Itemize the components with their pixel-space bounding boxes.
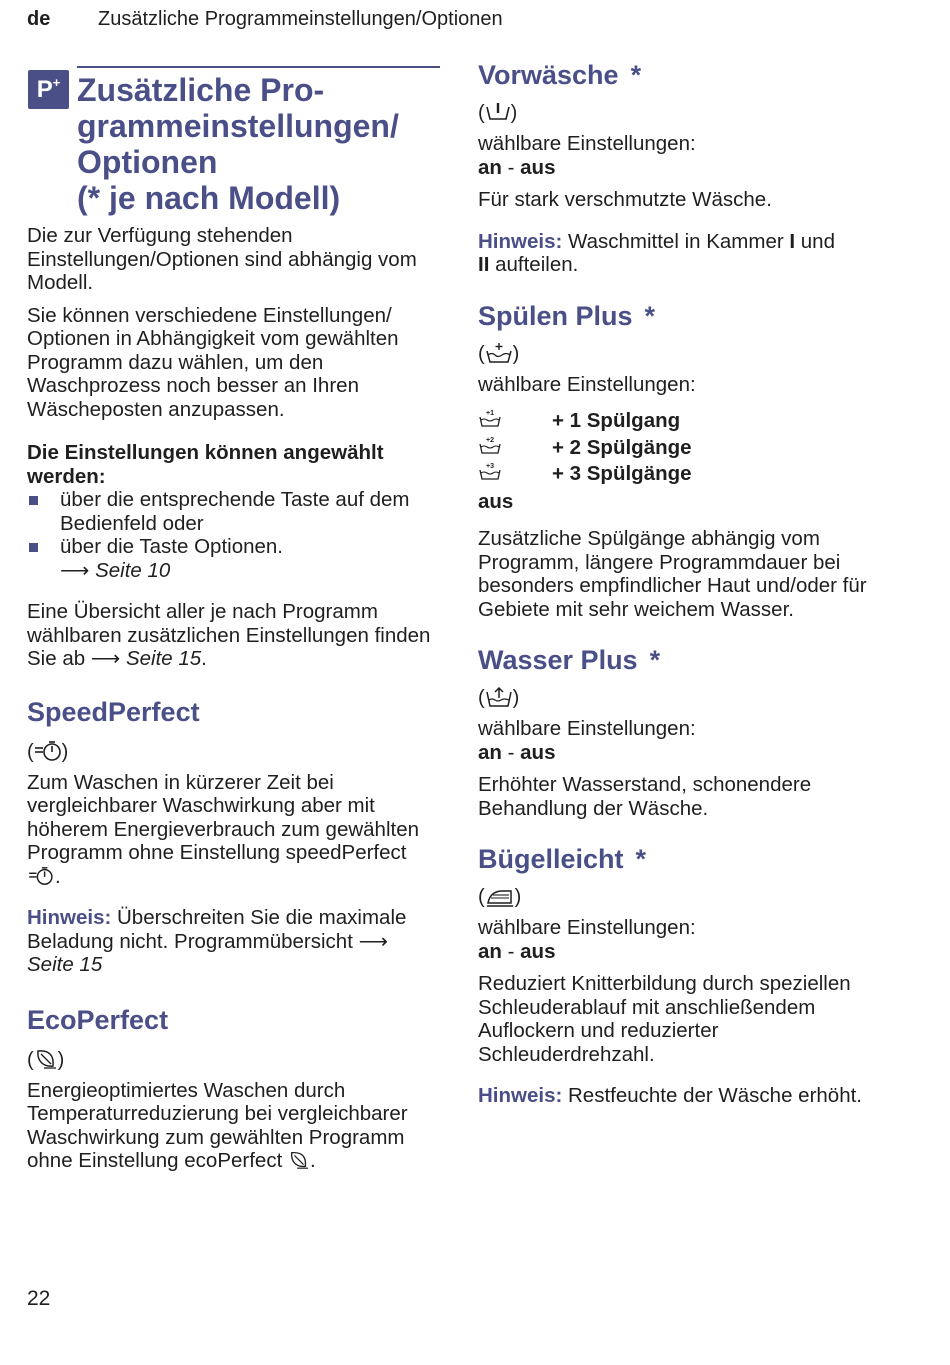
ecoperfect-title: EcoPerfect [27, 1004, 169, 1035]
speed-clock-icon [34, 740, 62, 762]
settings-values: an - aus [478, 740, 556, 764]
vorwaesche-section [478, 58, 898, 277]
hint-label: Hinweis: [478, 1084, 563, 1107]
bullet-icon [29, 496, 38, 505]
wasser-plus-section [478, 643, 898, 820]
wasser-plus-symbol: ( ) [478, 687, 520, 709]
spuelen-plus-symbol: ( ) [478, 342, 520, 365]
rinse-plus-icon [485, 342, 513, 364]
wasser-plus-description: Erhöhter Wasserstand, schonendere Behandlung der Wäsche. [478, 773, 812, 820]
page-reference-link[interactable]: Seite 15 [125, 647, 202, 670]
settings-label: wählbare Einstellungen: [478, 916, 696, 939]
arrow-icon: ⟶ [60, 558, 90, 582]
chapter-rule [77, 66, 440, 68]
selection-list [27, 488, 440, 582]
rinse-plus-3-icon [478, 461, 502, 481]
chapter-heading [27, 66, 440, 224]
buegelleicht-description: Reduziert Knitterbildung durch speziellen Schleuderablauf mit anschließendem Auflockern und reduzierter Schleuderdrehzahl. [478, 972, 851, 1066]
vorwaesche-title: Vorwäsche * [478, 60, 642, 90]
spuelen-plus-section [478, 299, 898, 622]
settings-values: an - aus [478, 939, 556, 963]
eco-leaf-icon [288, 1150, 310, 1170]
water-plus-icon [485, 686, 513, 708]
ecoperfect-section [27, 1003, 440, 1173]
settings-label: wählbare Einstellungen: [478, 132, 696, 155]
page-reference-link[interactable]: Seite 10 [95, 558, 171, 582]
list-item: über die Taste Optionen. ⟶ Seite 10 [27, 535, 440, 582]
easy-iron-icon [485, 885, 515, 907]
wasser-plus-title: Wasser Plus * [478, 645, 661, 675]
rinse-option: +1 + 1 Spülgang [478, 408, 898, 435]
selection-heading: Die Einstellungen können angewählt werden: [27, 441, 384, 488]
running-header-title: Zusätzliche Programmeinstellungen/Optionen [98, 8, 503, 30]
prewash-icon [485, 101, 511, 123]
rinse-option: +3 + 3 Spülgänge [478, 461, 898, 488]
program-settings-icon: P+ [28, 70, 69, 109]
buegelleicht-title: Bügelleicht * [478, 844, 647, 874]
rinse-off-option: aus [478, 489, 514, 513]
svg-text:+2: +2 [486, 436, 494, 444]
language-code: de [27, 8, 51, 30]
speedperfect-description: Zum Waschen in kürzerer Zeit bei vergleichbarer Waschwirkung aber mit höherem Energieverbrauch zum gewählten Programm ohne Einstellung speedPerfect . [27, 770, 420, 888]
arrow-icon: ⟶ [358, 929, 388, 953]
rinse-plus-1-icon [478, 408, 502, 428]
rinse-option: +2 + 2 Spülgänge [478, 435, 898, 462]
settings-label: wählbare Einstellungen: [478, 717, 696, 740]
left-column [27, 66, 440, 1182]
speedperfect-hint: Hinweis: Überschreiten Sie die maximale Beladung nicht. Programmübersicht ⟶ Seite 15 [27, 906, 407, 976]
hint-label: Hinweis: [478, 229, 563, 253]
buegelleicht-hint: Hinweis: Restfeuchte der Wäsche erhöht. [478, 1084, 862, 1107]
speed-clock-icon [27, 866, 55, 886]
svg-text:+1: +1 [486, 410, 494, 417]
arrow-icon: ⟶ [90, 647, 121, 670]
vorwaesche-hint: Hinweis: Waschmittel in Kammer I und II aufteilen. [478, 229, 835, 276]
vorwaesche-symbol: ( ) [478, 102, 518, 124]
intro-paragraph-1: Die zur Verfügung stehenden Einstellungen/Optionen sind abhängig vom Modell. [27, 224, 417, 294]
bullet-icon [29, 543, 38, 552]
right-column [478, 58, 898, 1130]
eco-leaf-icon [34, 1048, 58, 1070]
ecoperfect-symbol: ( ) [27, 1048, 65, 1071]
speedperfect-section [27, 695, 440, 977]
settings-values: an - aus [478, 155, 556, 179]
svg-text:+3: +3 [486, 463, 494, 470]
rinse-plus-2-icon [478, 435, 502, 455]
ecoperfect-description: Energieoptimiertes Waschen durch Temperaturreduzierung bei vergleichbarer Waschwirkung zum gewählten Programm ohne Einstellung ecoPerfect . [27, 1078, 408, 1172]
hint-label: Hinweis: [27, 906, 112, 929]
spuelen-plus-description: Zusätzliche Spülgänge abhängig vom Programm, längere Programmdauer bei besonders empfindlicher Haut und/oder für Gebiete mit sehr weichem Wasser. [478, 527, 867, 621]
vorwaesche-description: Für stark verschmutzte Wäsche. [478, 188, 772, 211]
buegelleicht-section [478, 842, 898, 1108]
speedperfect-title: SpeedPerfect [27, 696, 200, 727]
page-number: 22 [27, 1287, 51, 1310]
buegelleicht-symbol: ( ) [478, 886, 522, 908]
settings-label: wählbare Einstellungen: [478, 372, 696, 396]
speedperfect-symbol: ( ) [27, 740, 69, 763]
list-item: über die entsprechende Taste auf dem Bedienfeld oder [27, 488, 440, 535]
intro-paragraph-2: Sie können verschiedene Einstellungen/ Optionen in Abhängigkeit vom gewählten Programm dazu wählen, um den Waschprozess noch besser an Ihren Wäscheposten anzupassen. [27, 303, 399, 421]
chapter-title: Zusätzliche Pro- grammeinstellungen/ Optionen (* je nach Modell) [77, 72, 399, 216]
spuelen-plus-title: Spülen Plus * [478, 300, 656, 331]
page-reference-link[interactable]: Seite 15 [27, 953, 103, 976]
overview-paragraph: Eine Übersicht aller je nach Programm wählbaren zusätzlichen Einstellungen finden Sie ab ⟶ Seite 15. [27, 600, 431, 670]
